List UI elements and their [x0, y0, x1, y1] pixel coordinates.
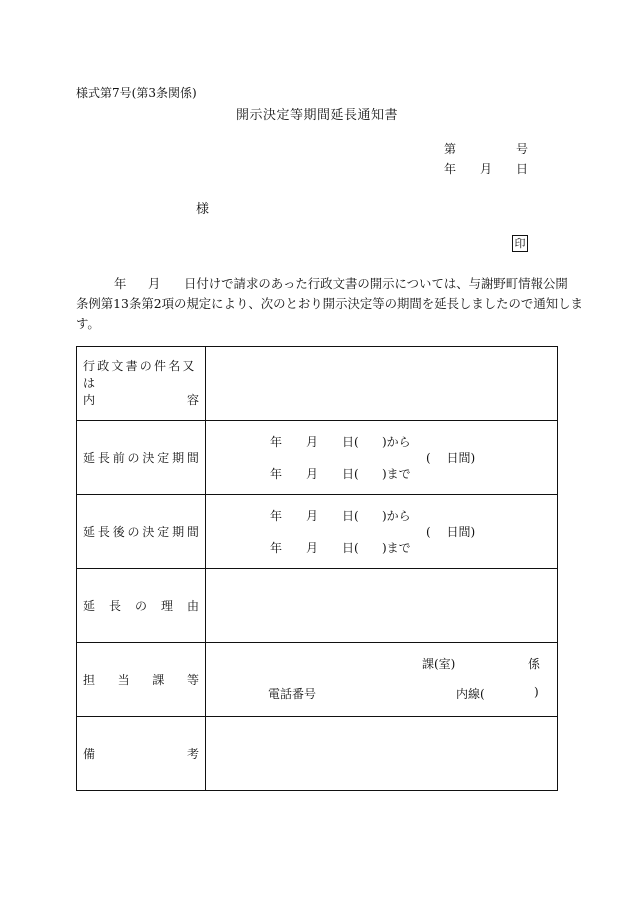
- from-year: 年: [270, 435, 283, 449]
- label-char: 間: [186, 451, 199, 465]
- table-row-reason: [77, 569, 558, 643]
- label-period-before: [77, 421, 206, 495]
- label-char: 延: [83, 451, 96, 465]
- label-char: 間: [186, 525, 199, 539]
- to-made: )まで: [382, 467, 411, 481]
- field-period-before[interactable]: [206, 421, 558, 495]
- body-month: 月: [148, 276, 161, 291]
- label-char: 期: [172, 525, 185, 539]
- label-char: 長: [108, 599, 121, 613]
- document-title: 開示決定等期間延長通知書: [236, 108, 399, 123]
- table-row-remarks: [77, 717, 558, 791]
- label-document-name: [77, 347, 206, 421]
- form-number: 様式第7号(第3条関係): [76, 86, 197, 100]
- from-month: 月: [306, 509, 319, 523]
- label-char: 決: [142, 451, 155, 465]
- field-period-after[interactable]: [206, 495, 558, 569]
- extension-label: 内線(: [456, 687, 485, 701]
- label-char: 等: [186, 673, 199, 687]
- body-line-1: 日付けで請求のあった行政文書の開示については、与謝野町情報公開: [184, 276, 568, 291]
- label-char: 課: [152, 673, 165, 687]
- to-year: 年: [270, 541, 283, 555]
- field-department[interactable]: [206, 643, 558, 717]
- reference-dai: 第: [444, 142, 457, 156]
- date-day: 日: [516, 162, 529, 176]
- field-document-name[interactable]: [206, 347, 558, 421]
- label-char: 考: [186, 747, 199, 761]
- period-days: ( 日間): [426, 525, 476, 539]
- label-char: の: [127, 525, 140, 539]
- from-year: 年: [270, 509, 283, 523]
- label-char: 前: [112, 451, 125, 465]
- label-char: 長: [97, 451, 110, 465]
- label-document-name-line1: 行政文書の件名又は: [83, 359, 197, 390]
- reference-go: 号: [516, 142, 529, 156]
- extension-close: ): [534, 685, 539, 699]
- from-kara: )から: [382, 509, 411, 523]
- extension-form-table: [76, 346, 558, 791]
- to-month: 月: [306, 467, 319, 481]
- from-day: 日(: [342, 509, 359, 523]
- label-document-name-you: 容: [186, 393, 199, 407]
- field-remarks[interactable]: [206, 717, 558, 791]
- label-char: 当: [117, 673, 130, 687]
- to-made: )まで: [382, 541, 411, 555]
- label-char: 延: [83, 525, 96, 539]
- from-day: 日(: [342, 435, 359, 449]
- label-remarks: [77, 717, 206, 791]
- label-char: 後: [112, 525, 125, 539]
- label-period-after: [77, 495, 206, 569]
- date-month: 月: [480, 162, 493, 176]
- label-char: 担: [83, 673, 96, 687]
- body-year: 年: [114, 276, 127, 291]
- section-label: 課(室): [422, 657, 456, 671]
- to-month: 月: [306, 541, 319, 555]
- label-char: 由: [186, 599, 199, 613]
- to-day: 日(: [342, 467, 359, 481]
- table-row-department: [77, 643, 558, 717]
- label-document-name-nai: 内: [83, 393, 96, 407]
- table-row-period-before: [77, 421, 558, 495]
- label-char: 定: [157, 451, 170, 465]
- label-char: 備: [83, 747, 96, 761]
- body-line-2: 条例第13条第2項の規定により、次のとおり開示決定等の期間を延長しましたので通知しま: [76, 296, 583, 311]
- phone-label: 電話番号: [268, 687, 317, 701]
- label-char: 理: [160, 599, 173, 613]
- from-month: 月: [306, 435, 319, 449]
- from-kara: )から: [382, 435, 411, 449]
- label-reason: [77, 569, 206, 643]
- label-char: 延: [83, 599, 96, 613]
- table-row-period-after: [77, 495, 558, 569]
- period-days: ( 日間): [426, 451, 476, 465]
- body-line-3: す。: [76, 316, 100, 331]
- label-char: の: [134, 599, 147, 613]
- label-char: 長: [97, 525, 110, 539]
- label-char: 決: [142, 525, 155, 539]
- date-year: 年: [444, 162, 457, 176]
- staff-label: 係: [528, 657, 541, 671]
- table-row-document-name: [77, 347, 558, 421]
- to-year: 年: [270, 467, 283, 481]
- seal-mark: 印: [512, 235, 528, 252]
- label-char: 期: [172, 451, 185, 465]
- label-char: の: [127, 451, 140, 465]
- label-char: 定: [157, 525, 170, 539]
- label-department: [77, 643, 206, 717]
- addressee-suffix: 様: [196, 202, 210, 217]
- field-reason[interactable]: [206, 569, 558, 643]
- to-day: 日(: [342, 541, 359, 555]
